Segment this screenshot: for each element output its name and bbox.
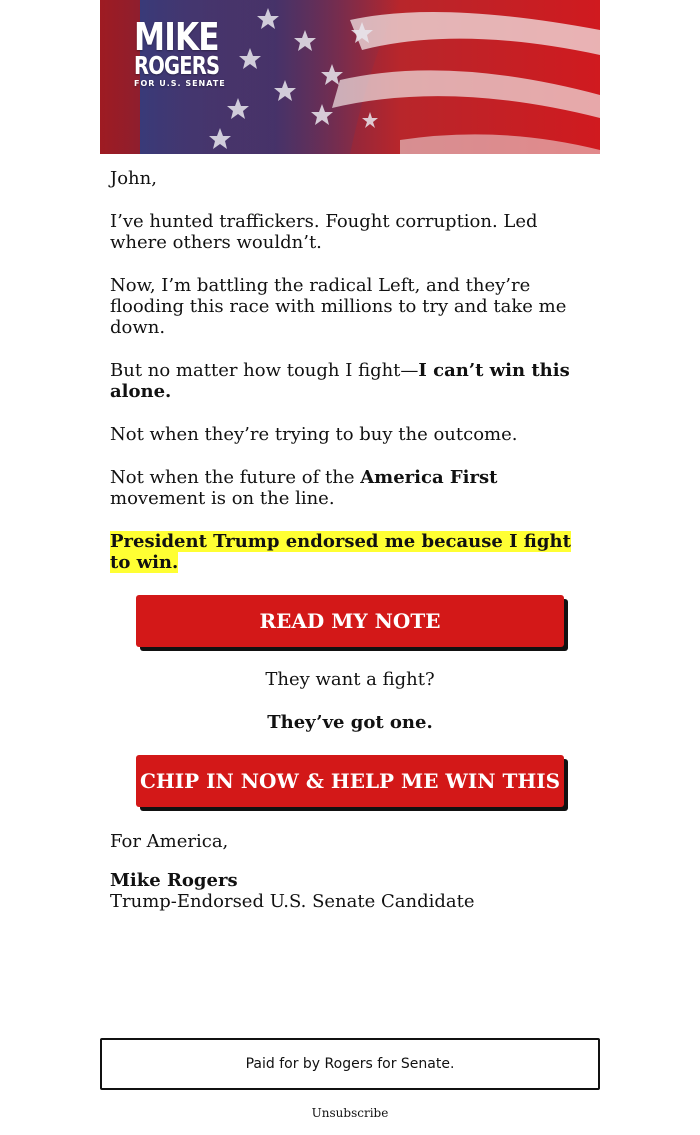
paragraph-1: I’ve hunted traffickers. Fought corruption. Led where others wouldn’t. bbox=[110, 211, 538, 253]
paragraph-2: Now, I’m battling the radical Left, and they’re flooding this race with millions to try and take me down. bbox=[110, 275, 567, 338]
greeting: John, bbox=[110, 168, 157, 189]
paragraph-5-text-b: movement is on the line. bbox=[110, 488, 335, 509]
signature-title: Trump-Endorsed U.S. Senate Candidate bbox=[110, 891, 475, 912]
logo-last-name: ROGERS bbox=[134, 51, 220, 80]
paragraph-5-bold: America First bbox=[360, 467, 498, 488]
paragraph-4: Not when they’re trying to buy the outcome. bbox=[110, 424, 518, 445]
highlighted-text: President Trump endorsed me because I fight to win. bbox=[110, 531, 571, 573]
signoff: For America, bbox=[110, 831, 229, 852]
paragraph-3 bbox=[110, 360, 590, 402]
signature-name: Mike Rogers bbox=[110, 870, 238, 891]
email-body bbox=[100, 154, 600, 912]
fight-question: They want a fight? bbox=[265, 669, 435, 690]
unsubscribe-link[interactable]: Unsubscribe bbox=[311, 1106, 389, 1120]
paragraph-3-bold: I can’t win this alone. bbox=[110, 360, 570, 402]
paid-for-disclaimer: Paid for by Rogers for Senate. bbox=[100, 1038, 600, 1090]
cta-read-wrap bbox=[110, 595, 590, 647]
highlight-paragraph bbox=[110, 531, 590, 573]
header-banner bbox=[100, 0, 600, 154]
paragraph-5 bbox=[110, 467, 590, 509]
paragraph-5-text-a: Not when the future of the bbox=[110, 467, 361, 488]
signature bbox=[110, 870, 590, 912]
email-container bbox=[100, 0, 600, 912]
fight-answer: They’ve got one. bbox=[267, 712, 433, 733]
logo-subtitle: FOR U.S. SENATE bbox=[134, 79, 226, 88]
paragraph-3-text: But no matter how tough I fight— bbox=[110, 360, 419, 381]
read-my-note-button[interactable]: READ MY NOTE bbox=[136, 595, 564, 647]
logo-first-name: MIKE bbox=[134, 15, 219, 59]
cta-chip-in-wrap bbox=[110, 755, 590, 807]
campaign-logo bbox=[134, 15, 243, 89]
chip-in-button[interactable]: CHIP IN NOW & HELP ME WIN THIS bbox=[136, 755, 564, 807]
